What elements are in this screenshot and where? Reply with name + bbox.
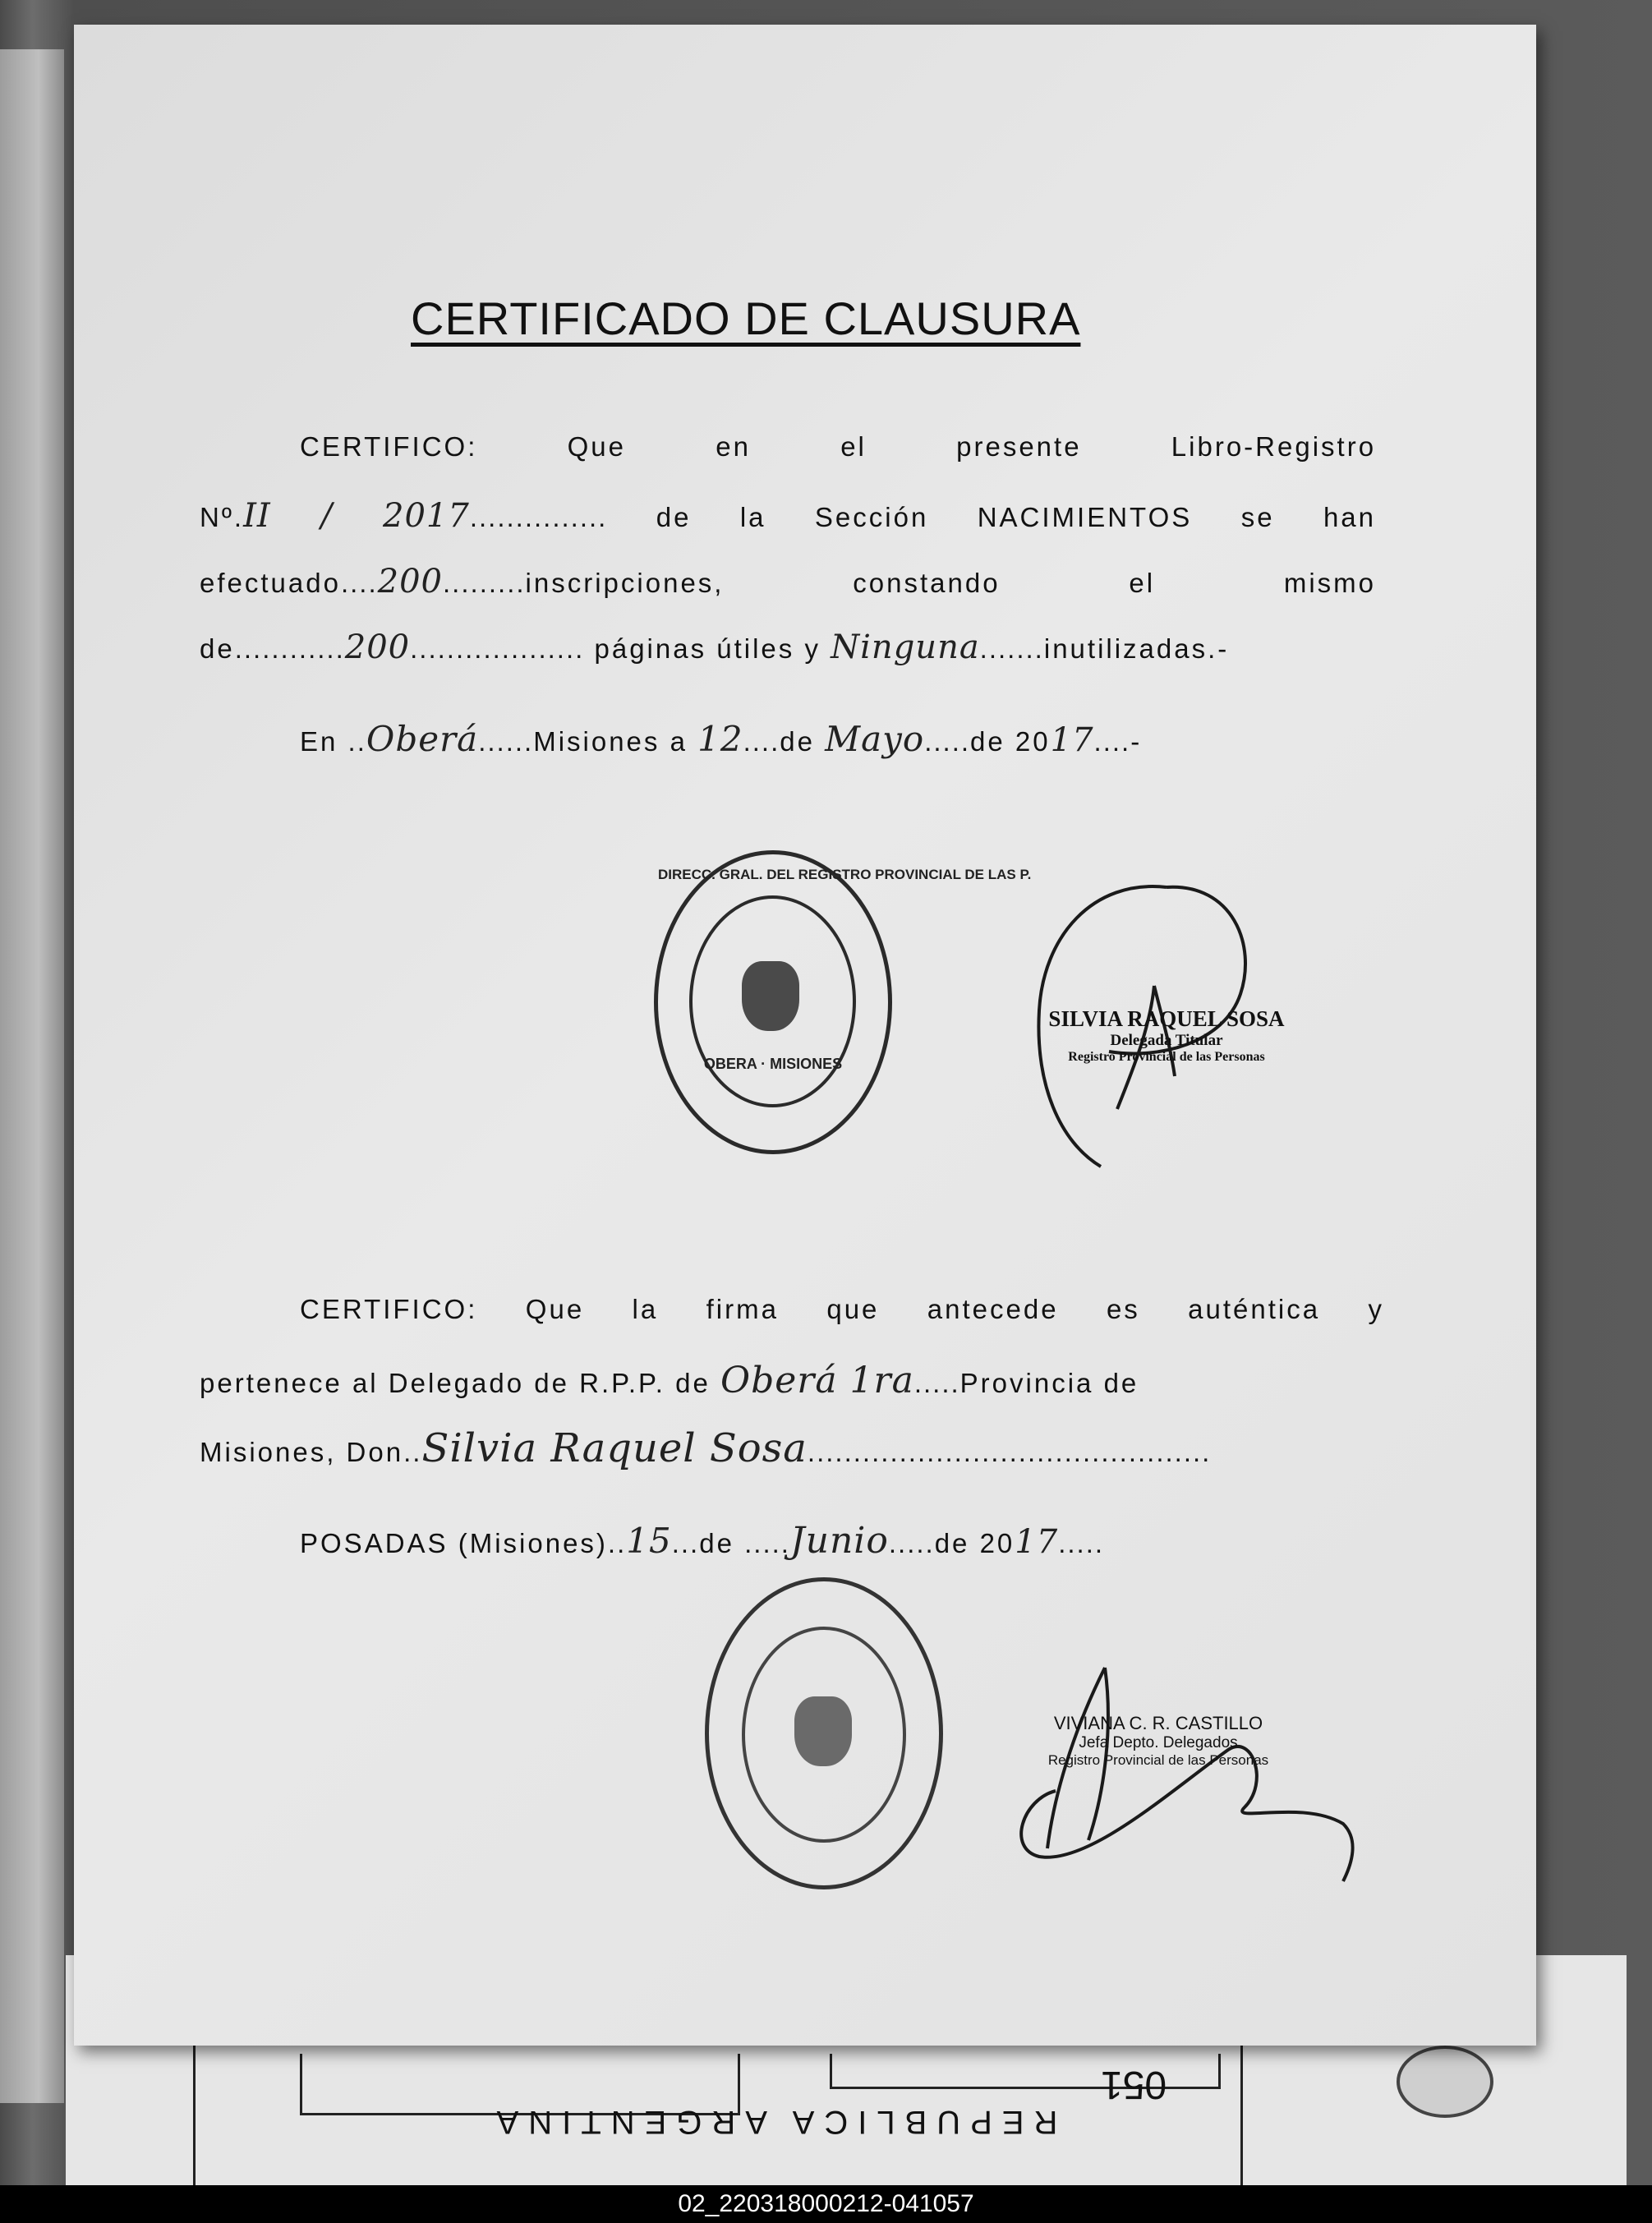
text: en — [716, 431, 751, 462]
text: NACIMIENTOS — [977, 502, 1193, 532]
handwritten-unused: Ninguna — [831, 628, 980, 666]
back-page-rule — [193, 2046, 196, 2189]
back-page-number: 051 — [1101, 2063, 1167, 2106]
handwritten-signatory-name: Silvia Raquel Sosa — [421, 1425, 808, 1471]
handwritten-inscriptions: 200 — [377, 563, 444, 601]
text: Misiones, Don — [200, 1437, 404, 1467]
back-page-rule — [1240, 2046, 1243, 2189]
signatory-2-stamp — [978, 1713, 1339, 1769]
text: Nº — [200, 502, 234, 532]
registry-seal-icon — [654, 850, 1032, 1154]
handwritten-delegation: Oberá 1ra — [720, 1360, 914, 1401]
text: páginas útiles y — [594, 633, 821, 664]
seal-inner-text: OBERA · MISIONES — [703, 1056, 843, 1072]
certifico-label: CERTIFICO: — [300, 431, 478, 462]
back-page-title: REPUBLICA ARGENTINA — [486, 2104, 1058, 2140]
coat-of-arms-icon — [794, 1696, 852, 1766]
text: Libro-Registro — [1171, 431, 1377, 462]
text: Que la firma que antecede es auténtica y — [525, 1294, 1385, 1324]
closure-line-5: En ..Oberá......Misiones a 12....de Mayo.....de 2017....- — [300, 719, 1142, 759]
signatory-1-stamp — [994, 1006, 1339, 1065]
text: POSADAS (Misiones) — [300, 1528, 608, 1558]
government-seal-icon — [705, 1577, 943, 1889]
signature-2-icon — [957, 1651, 1384, 1898]
handwritten-year: 17 — [1015, 1523, 1059, 1561]
text: Provincia de — [959, 1368, 1139, 1398]
scan-file-id: 02_220318000212-041057 — [0, 2185, 1652, 2223]
text: inscripciones, — [525, 568, 725, 598]
closure-line-4: de............200................... páginas útiles y Ninguna.......inutilizadas.- — [200, 628, 1230, 666]
auth-line-3: Misiones, Don..Silvia Raquel Sosa............................................ — [200, 1425, 1212, 1471]
signatory-2-name: VIVIANA C. R. CASTILLO — [1053, 1713, 1263, 1733]
signatory-2-role: Jefa Depto. Delegados — [1079, 1734, 1238, 1751]
text: de la — [656, 502, 766, 532]
handwritten-month: Mayo — [825, 719, 925, 759]
text: Misiones a — [533, 726, 688, 757]
text: de — [699, 1528, 734, 1558]
page-title: CERTIFICADO DE CLAUSURA — [411, 292, 1081, 344]
text: de 20 — [970, 726, 1051, 757]
text: constando — [853, 568, 1001, 598]
adjacent-page-edge — [0, 49, 64, 2103]
handwritten-month: Junio — [789, 1520, 889, 1562]
handwritten-city: Oberá — [366, 719, 479, 759]
handwritten-day: 12 — [697, 719, 743, 759]
text: han — [1323, 502, 1376, 532]
text: mismo — [1283, 568, 1377, 598]
text: el — [840, 431, 867, 462]
certifico-label: CERTIFICO: — [300, 1294, 478, 1324]
text: presente — [956, 431, 1082, 462]
coat-of-arms-icon — [742, 961, 799, 1031]
text: de 20 — [934, 1528, 1015, 1558]
back-page-emblem-icon — [1397, 2046, 1493, 2118]
auth-line-2: pertenece al Delegado de R.P.P. de Oberá 1ra.....Provincia de — [200, 1360, 1139, 1401]
signatory-1-role: Delegada Titular — [1110, 1032, 1223, 1049]
signatory-2-office: Registro Provincial de las Personas — [1047, 1752, 1269, 1768]
handwritten-pages: 200 — [344, 628, 411, 666]
text: Sección — [814, 502, 929, 532]
signatory-1-office: Registro Provincial de las Personas — [1068, 1050, 1265, 1064]
text: se — [1240, 502, 1275, 532]
closure-line-3: efectuado....200.........inscripciones, constando el mismo — [200, 563, 1377, 601]
text: Que — [567, 431, 627, 462]
text: inutilizadas.- — [1043, 633, 1230, 664]
handwritten-day: 15 — [626, 1521, 672, 1561]
signatory-1-name: SILVIA RAQUEL SOSA — [1048, 1006, 1285, 1031]
closure-line-2: Nº.II / 2017............... de la Sección NACIMIENTOS se han — [200, 497, 1376, 535]
auth-line-4: POSADAS (Misiones)..15...de .....Junio.....de 2017..... — [300, 1520, 1105, 1562]
auth-line-1 — [300, 1294, 1384, 1325]
closure-line-1 — [300, 431, 1376, 463]
text: En — [300, 726, 338, 757]
handwritten-book-number: II / 2017 — [243, 497, 470, 535]
text: de — [200, 633, 235, 664]
seal-ring-text: DIRECC. GRAL. DEL REGISTRO PROVINCIAL DE LAS P. — [658, 867, 1032, 882]
text: efectuado — [200, 568, 341, 598]
text: pertenece al Delegado de R.P.P. de — [200, 1368, 711, 1398]
text: de — [780, 726, 815, 757]
certificate-page — [74, 25, 1536, 2046]
text: el — [1129, 568, 1156, 598]
handwritten-year: 17 — [1050, 721, 1094, 759]
